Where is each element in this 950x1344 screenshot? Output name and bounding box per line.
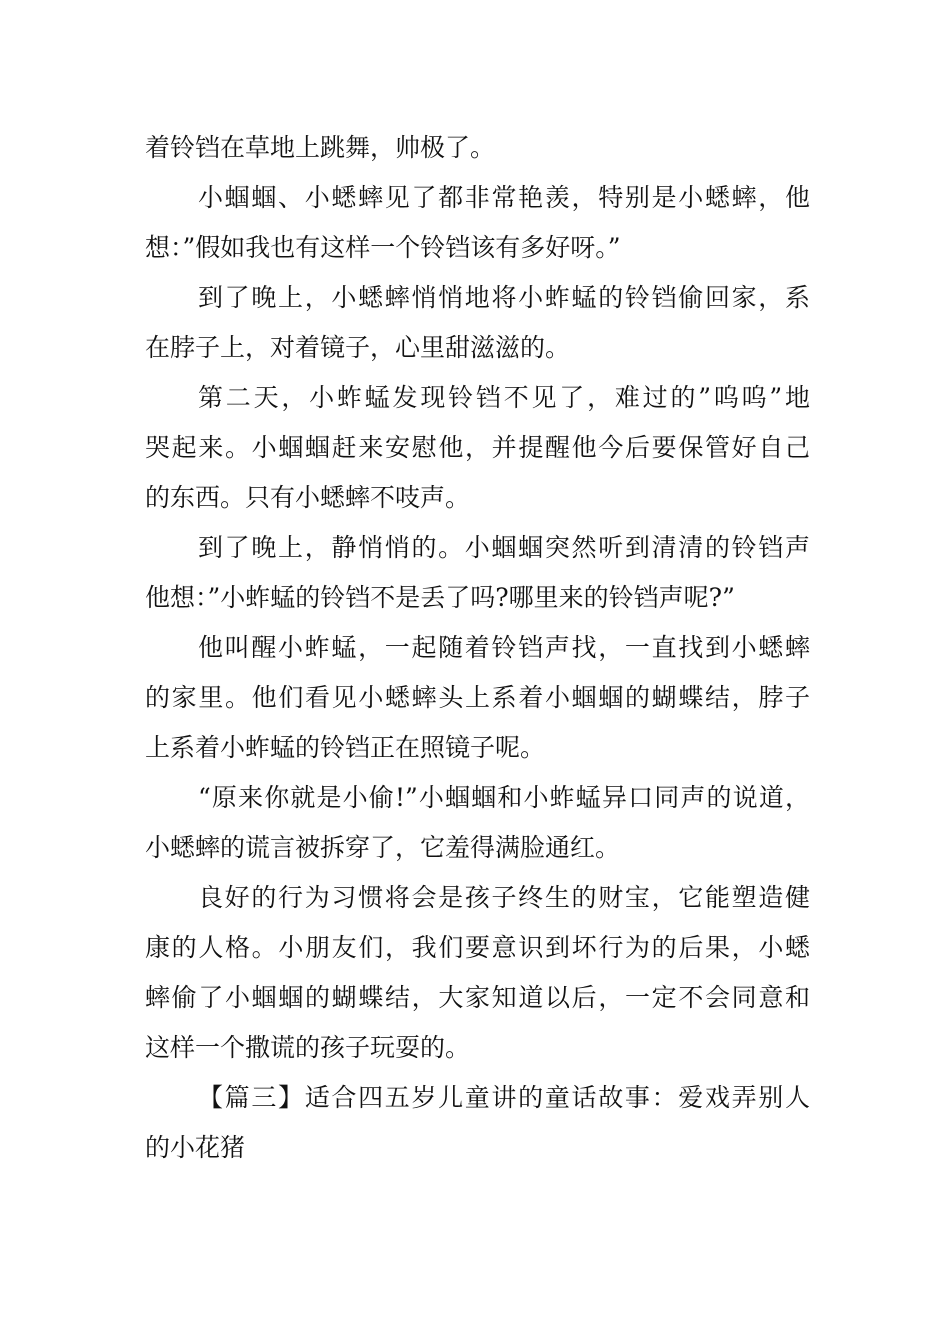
text-line: 蟀偷了小蝈蝈的蝴蝶结，大家知道以后，一定不会同意和 — [145, 983, 810, 1012]
text-line: 这样一个撒谎的孩子玩耍的。 — [145, 1033, 471, 1062]
paragraph-first-line: 到了晚上，小蟋蟀悄悄地将小蚱蜢的铃铛偷回家，系 — [198, 283, 810, 312]
paragraph-first-line: 良好的行为习惯将会是孩子终生的财宝，它能塑造健 — [198, 883, 810, 912]
paragraph-first-line: 第二天，小蚱蜢发现铃铛不见了，难过的”呜呜”地 — [198, 383, 810, 412]
text-line: 着铃铛在草地上跳舞，帅极了。 — [145, 133, 496, 162]
text-line: 小蟋蟀的谎言被拆穿了，它羞得满脸通红。 — [145, 833, 621, 862]
text-line: 他想：”小蚱蜢的铃铛不是丢了吗?哪里来的铃铛声呢?” — [145, 583, 735, 612]
text-line: 的东西。只有小蟋蟀不吱声。 — [145, 483, 471, 512]
section-heading-line: 的小花猪 — [145, 1133, 246, 1162]
text-line: 的家里。他们看见小蟋蟀头上系着小蝈蝈的蝴蝶结，脖子 — [145, 683, 810, 712]
section-heading-line: 【篇三】适合四五岁儿童讲的童话故事：爱戏弄别人 — [198, 1083, 810, 1112]
text-line: 哭起来。小蝈蝈赶来安慰他，并提醒他今后要保管好自己 — [145, 433, 810, 462]
paragraph-first-line: 他叫醒小蚱蜢，一起随着铃铛声找，一直找到小蟋蟀 — [198, 633, 810, 662]
paragraph-first-line: 到了晚上，静悄悄的。小蝈蝈突然听到清清的铃铛声 — [198, 533, 810, 562]
text-line: 上系着小蚱蜢的铃铛正在照镜子呢。 — [145, 733, 546, 762]
text-line: 康的人格。小朋友们，我们要意识到坏行为的后果，小蟋 — [145, 933, 810, 962]
paragraph-first-line: 小蝈蝈、小蟋蟀见了都非常艳羡，特别是小蟋蟀，他 — [198, 183, 810, 212]
paragraph-first-line: “原来你就是小偷!”小蝈蝈和小蚱蜢异口同声的说道， — [198, 783, 810, 812]
text-line: 想：”假如我也有这样一个铃铛该有多好呀。” — [145, 233, 621, 262]
text-line: 在脖子上，对着镜子，心里甜滋滋的。 — [145, 333, 571, 362]
